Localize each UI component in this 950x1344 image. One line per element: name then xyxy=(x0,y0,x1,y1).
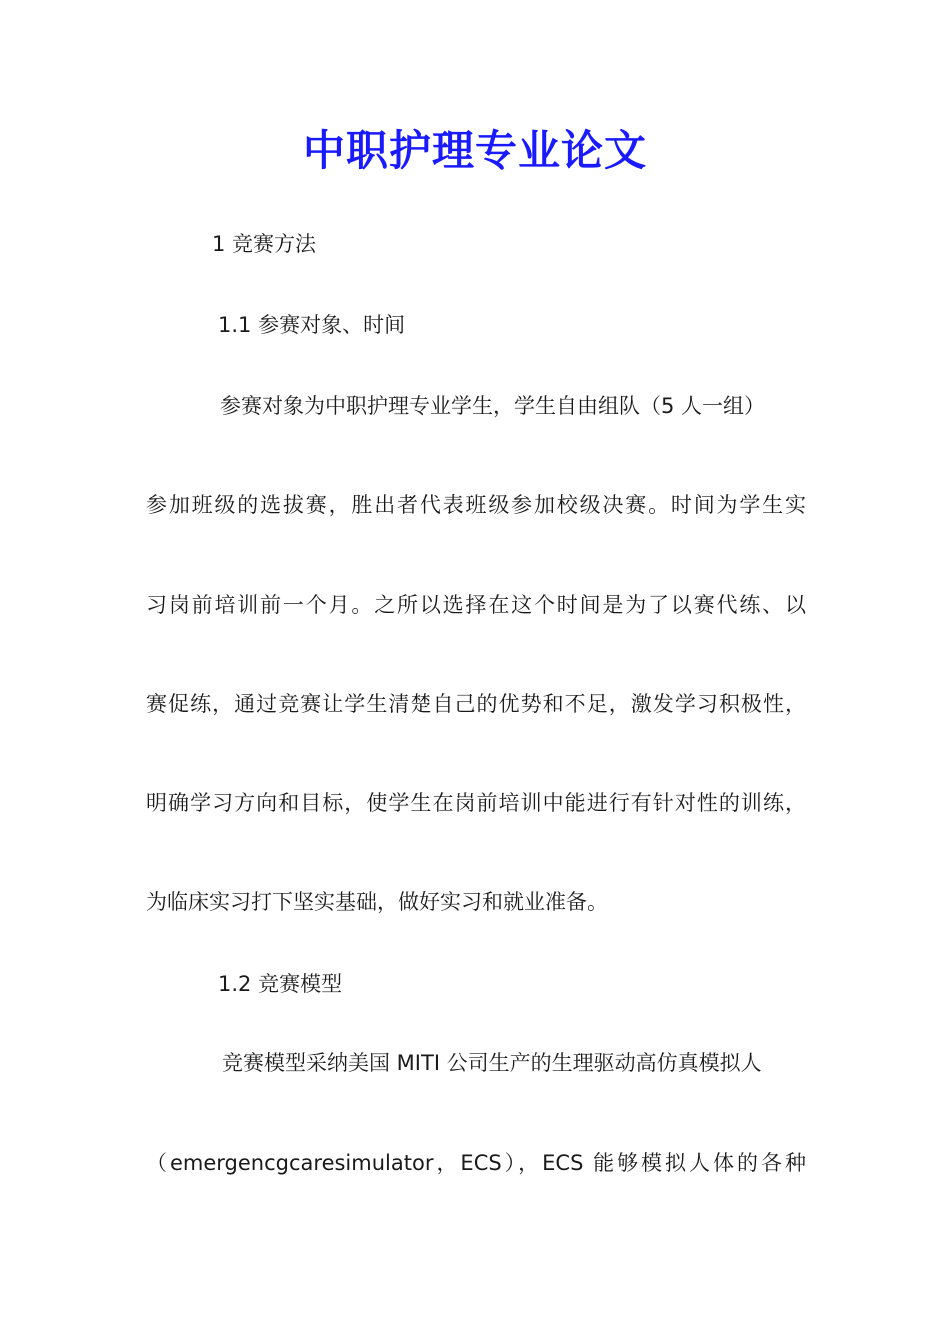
paragraph-1-line-5: 明确学习方向和目标，使学生在岗前培训中能进行有针对性的训练， xyxy=(146,791,806,815)
paragraph-1-line-3: 习岗前培训前一个月。之所以选择在这个时间是为了以赛代练、以 xyxy=(146,593,806,617)
document-title: 中职护理专业论文 xyxy=(302,126,647,175)
paragraph-1-line-2: 参加班级的选拔赛，胜出者代表班级参加校级决赛。时间为学生实 xyxy=(146,493,806,517)
paragraph-1-line-6: 为临床实习打下坚实基础，做好实习和就业准备。 xyxy=(146,890,608,914)
section-heading-1-1: 1.1 参赛对象、时间 xyxy=(218,313,406,337)
paragraph-2-line-2: （emergencgcaresimulator，ECS），ECS 能够模拟人体的各种 xyxy=(146,1151,806,1175)
paragraph-1-line-4: 赛促练，通过竞赛让学生清楚自己的优势和不足，激发学习积极性， xyxy=(146,692,806,716)
paragraph-2-line-1: 竞赛模型采纳美国 MITI 公司生产的生理驱动高仿真模拟人 xyxy=(222,1051,762,1075)
paragraph-1-line-1: 参赛对象为中职护理专业学生，学生自由组队（5 人一组） xyxy=(220,394,766,418)
section-heading-1: 1 竞赛方法 xyxy=(212,232,317,256)
section-heading-1-2: 1.2 竞赛模型 xyxy=(218,972,343,996)
